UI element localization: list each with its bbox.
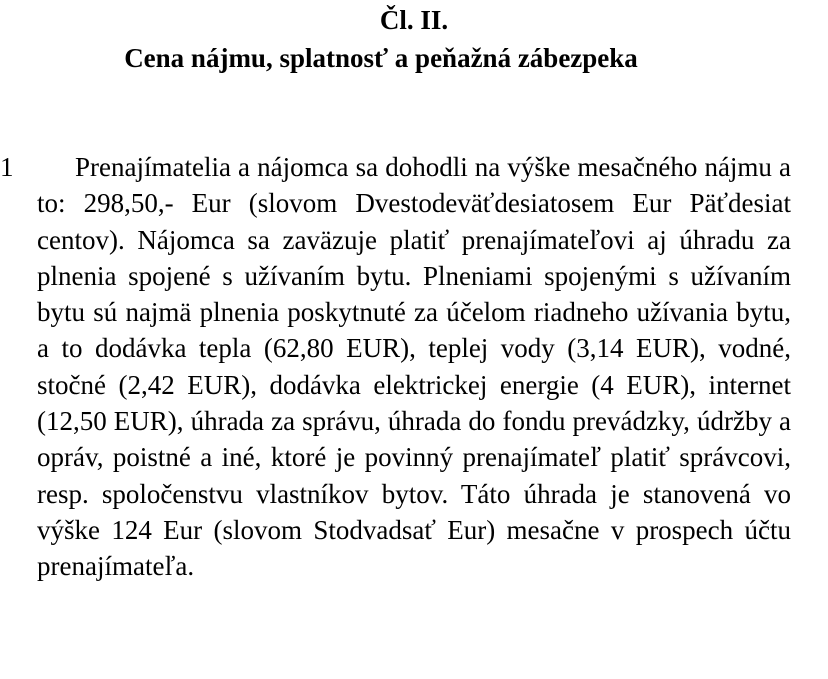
article-title: Cena nájmu, splatnosť a peňažná zábezpeka [124, 43, 638, 73]
item-number: 1 [0, 152, 14, 182]
article-number: Čl. II. [379, 5, 449, 35]
item-paragraph: Prenajímatelia a nájomca sa dohodli na výške mesačného nájmu a to: 298,50,- Eur (slovom Dvestodeväťdesiatosem Eur Päťdesiat centov). Nájomca sa zaväzuje platiť prenajímateľovi aj úhradu za plnenia spojené s užívaním bytu. Plneniami spojenými s užívaním bytu sú najmä plnenia poskytnuté za účelom riadneho užívania bytu, a to dodávka tepla (62,80 EUR), teplej vody (3,14 EUR), vodné, stočné (2,42 EUR), dodávka elektrickej energie (4 EUR), internet (12,50 EUR), úhrada za správu, úhrada do fondu prevádzky, údržby a opráv, poistné a iné, ktoré je povinný prenajímateľ platiť správcovi, resp. spoločenstvu vlastníkov bytov. Táto úhrada je stanovená vo výške 124 Eur (slovom Stodvadsať Eur) mesačne v prospech účtu prenajímateľa. [37, 152, 791, 582]
